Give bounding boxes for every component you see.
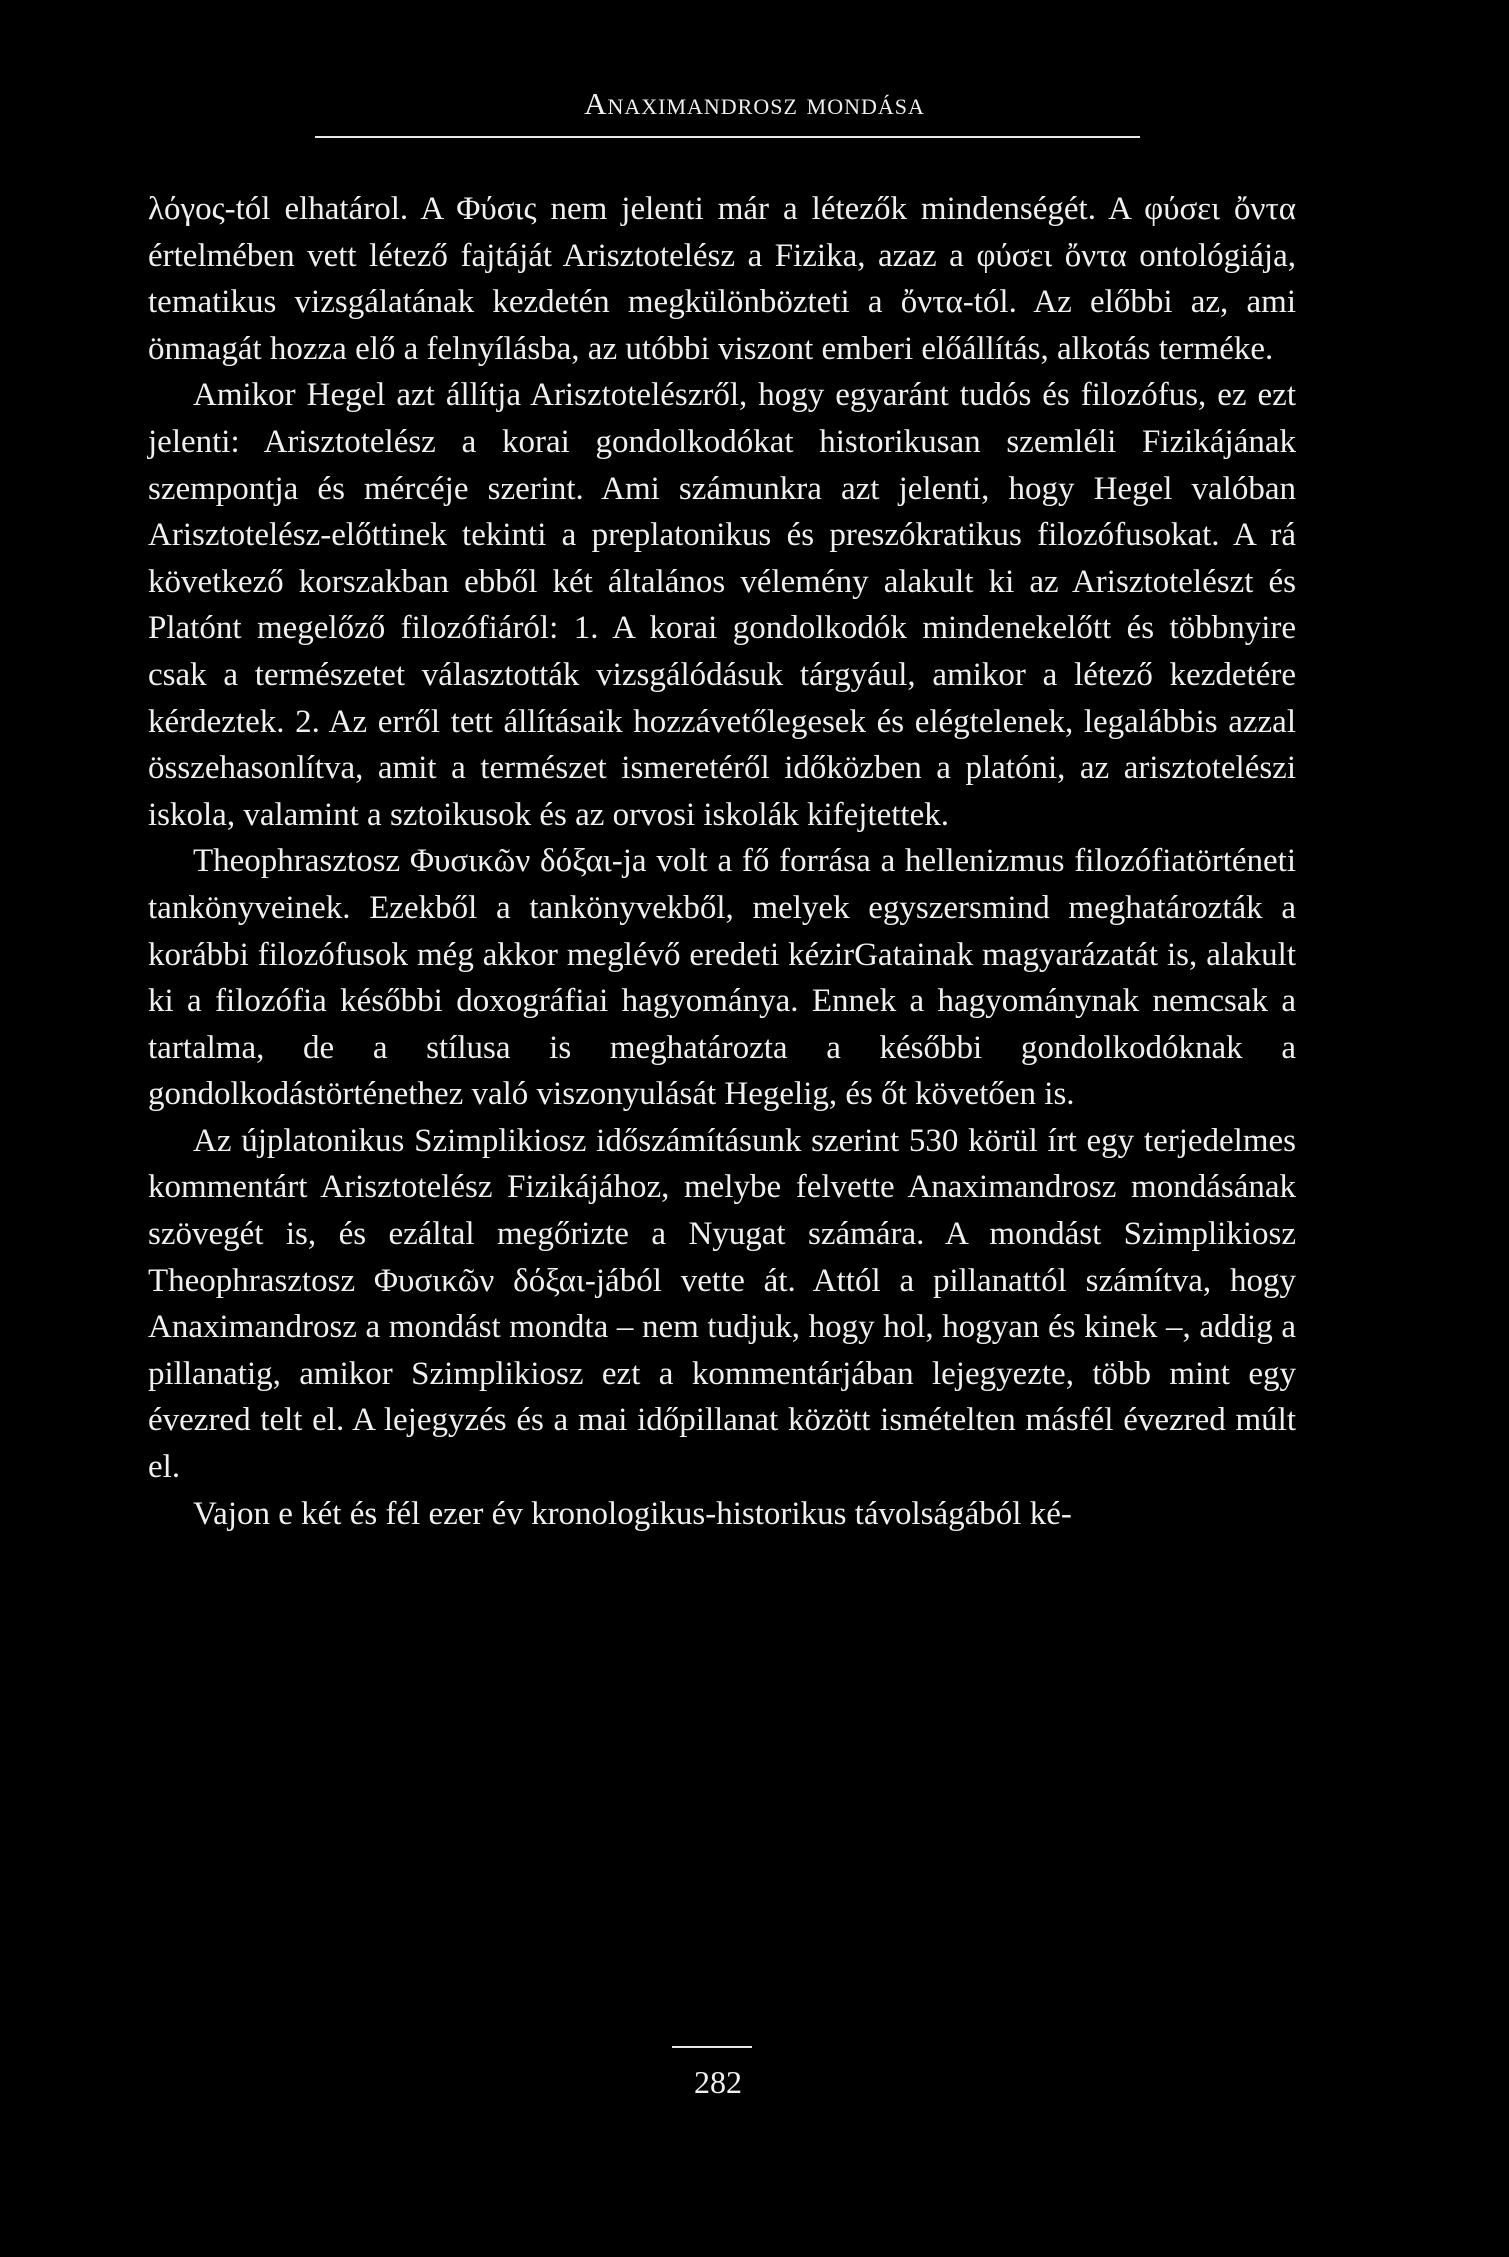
running-head: Anaximandrosz mondása [584,86,925,121]
paragraph-5: Vajon e két és fél ezer év kronologikus-historikus távolságából ké- [193,1495,1072,1532]
header-rule [315,136,1140,138]
paragraph-1: λόγος-tól elhatárol. A Φύσις nem jelenti már a létezők mindenségét. A φύσει ὄντα értelmében vett létező fajtáját Arisztotelész a Fizika, azaz a φύσει ὄντα ontológiája, tematikus vizsgálatának kezdetén megkülönbözteti a ὄντα-tól. Az előbbi az, ami önmagát hozza elő a felnyílásba, az utóbbi viszont emberi előállítás, alkotás terméke. [148,191,1296,367]
footer-rule [672,2046,752,2048]
paragraph-4: Az újplatonikus Szimplikiosz időszámításunk szerint 530 körül írt egy terjedelmes kommentárt Arisztotelész Fizikájához, melybe felvette Anaximandrosz mondásának szövegét is, és ezáltal megőrizte a Nyugat számára. A mondást Szimplikiosz Theophrasztosz Φυσικῶν δόξαι-jából vette át. Attól a pillanattól számítva, hogy Anaximandrosz a mondást mondta – nem tudjuk, hogy hol, hogyan és kinek –, addig a pillanatig, amikor Szimplikiosz ezt a kommentárjában lejegyezte, több mint egy évezred telt el. A lejegyzés és a mai időpillanat között ismételten másfél évezred múlt el. [148,1122,1296,1486]
page-number: 282 [694,2064,742,2100]
paragraph-2: Amikor Hegel azt állítja Arisztotelészről, hogy egyaránt tudós és filozófus, ez ezt jelenti: Arisztotelész a korai gondolkodókat historikusan szemléli Fizikájának szempontja és mércéje szerint. Ami számunkra azt jelenti, hogy Hegel valóban Arisztotelész-előttinek tekinti a preplatonikus és preszókratikus filozófusokat. A rá következő korszakban ebből két általános vélemény alakult ki az Arisztotelészt és Platónt megelőző filozófiáról: 1. A korai gondolkodók mindenekelőtt és többnyire csak a természetet választották vizsgálódásuk tárgyául, amikor a létező kezdetére kérdeztek. 2. Az erről tett állításaik hozzávetőlegesek és elégtelenek, legalábbis azzal összehasonlítva, amit a természet ismeretéről időközben a platóni, az arisztotelészi iskola, valamint a sztoikusok és az orvosi iskolák kifejtettek. [148,377,1296,833]
paragraph-3: Theophrasztosz Φυσικῶν δόξαι-ja volt a fő forrása a hellenizmus filozófiatörténeti tankönyveinek. Ezekből a tankönyvekből, melyek egyszersmind meghatározták a korábbi filozófusok még akkor meglévő eredeti kézirGatainak magyarázatát is, alakult ki a filozófia későbbi doxográfiai hagyománya. Ennek a hagyománynak nemcsak a tartalma, de a stílusa is meghatározta a későbbi gondolkodóknak a gondolkodástörténethez való viszonyulását Hegelig, és őt követően is. [148,843,1296,1113]
body-text [148,186,1296,1537]
